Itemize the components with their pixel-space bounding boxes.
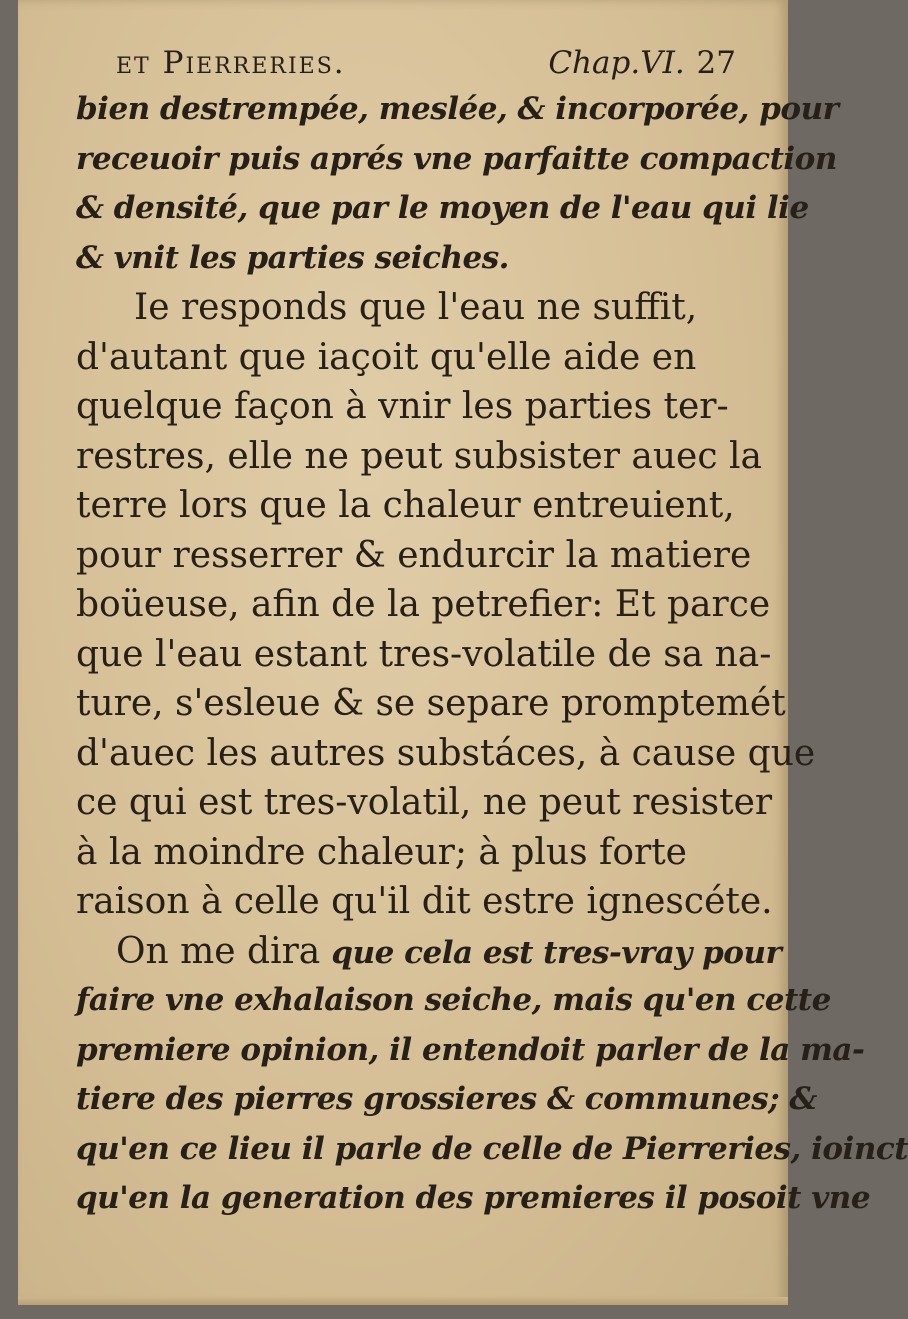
text-line: Ie responds que l'eau ne suffit, (134, 287, 698, 328)
text-line: d'autant que iaçoit qu'elle aide en (76, 336, 697, 378)
text-line: receuoir puis aprés vne parfaitte compaction (76, 140, 837, 177)
text-line: & densité, que par le moyen de l'eau qui lie (76, 190, 809, 226)
text-line (76, 927, 782, 977)
chapter-label: Chap.VI. (548, 45, 685, 81)
page-edge (18, 1297, 788, 1305)
text-line: terre lors que la chaleur entreuient, (76, 485, 735, 526)
text-segment: que cela est tres-vray pour (331, 934, 782, 971)
text-line: bien destrempée, meslée, & incorporée, pour (76, 91, 839, 127)
book-page (18, 0, 908, 1305)
page-number: 27 (696, 45, 736, 81)
text-line: que l'eau estant tres-volatile de sa na- (76, 633, 772, 675)
text-line: qu'en la generation des premieres il posoit vne (76, 1180, 871, 1216)
text-block (76, 45, 908, 1224)
text-line: quelque façon à vnir les parties ter- (76, 386, 729, 427)
text-line: restres, elle ne peut subsister auec la (76, 435, 762, 477)
text-line: ture, s'esleue & se separe promptemét (76, 683, 786, 724)
text-segment: On me dira (116, 930, 321, 972)
running-head (76, 45, 736, 81)
text-line: tiere des pierres grossieres & communes; & (76, 1081, 817, 1117)
text-line: raison à celle qu'il dit estre ignescéte. (76, 881, 773, 922)
text-line: premiere opinion, il entendoit parler de la ma- (76, 1031, 865, 1068)
text-line: d'auec les autres substáces, à cause que (76, 732, 816, 774)
text-line: boüeuse, afin de la petrefier: Et parce (76, 584, 771, 625)
text-line: ce qui est tres-volatil, ne peut resister (76, 782, 773, 823)
running-head-title: et Pierreries. (116, 45, 346, 81)
text-line: à la moindre chaleur; à plus forte (76, 831, 687, 873)
text-line: pour resserrer & endurcir la matiere (76, 534, 752, 576)
text-line: & vnit les parties seiches. (76, 239, 509, 276)
text-line: qu'en ce lieu il parle de celle de Pierreries, ioinct (76, 1130, 908, 1167)
text-line: faire vne exhalaison seiche, mais qu'en cette (76, 982, 831, 1018)
